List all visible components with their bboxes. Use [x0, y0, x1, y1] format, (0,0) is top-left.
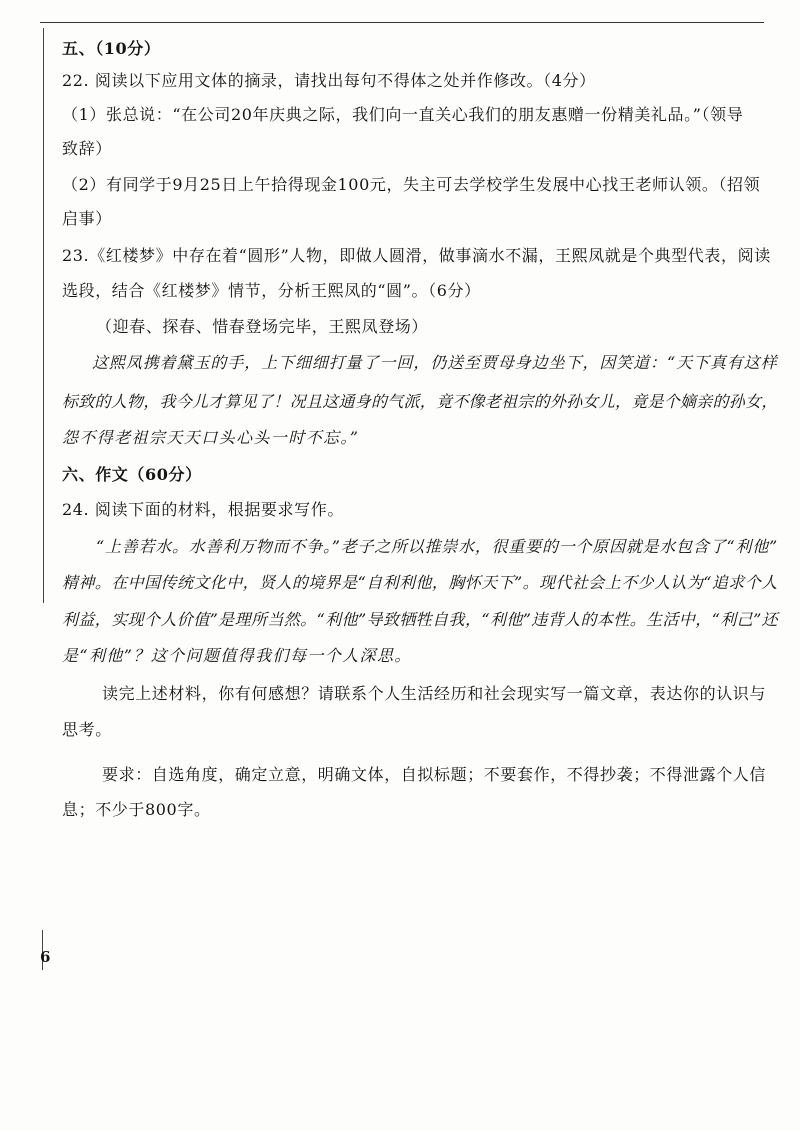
- q22-item1-line2: 致辞）: [62, 139, 112, 158]
- q22-item2-line1: （2）有同学于9月25日上午拾得现金100元，失主可去学校学生发展中心找王老师认领。（招领: [62, 175, 761, 194]
- q23-prompt-line2: 选段，结合《红楼梦》情节，分析王熙凤的“圆”。（6分）: [62, 281, 481, 300]
- q24-prompt: 24. 阅读下面的材料，根据要求写作。: [62, 500, 344, 519]
- q24-requirements-line1: 要求：自选角度，确定立意，明确文体，自拟标题；不要套作，不得抄袭；不得泄露个人信: [102, 765, 767, 784]
- page-number: 6: [40, 948, 51, 966]
- q22-item2-line2: 启事）: [62, 209, 112, 228]
- section5-heading: 五、（10分）: [62, 39, 161, 58]
- q23-excerpt-line1: 这熙凤携着黛玉的手，上下细细打量了一回，仍送至贾母身边坐下，因笑道：“天下真有这样: [92, 353, 778, 372]
- q22-item1-line1: （1）张总说：“在公司20年庆典之际，我们向一直关心我们的朋友惠赠一份精美礼品。”（领导: [62, 105, 744, 124]
- q22-prompt: 22. 阅读以下应用文体的摘录，请找出每句不得体之处并作修改。（4分）: [62, 71, 596, 90]
- q23-excerpt-line3: 怨不得老祖宗天天口头心头一时不忘。”: [62, 428, 360, 447]
- q24-material-line2: 精神。在中国传统文化中，贤人的境界是“自利利他，胸怀天下”。现代社会上不少人认为“追求个人: [62, 573, 778, 592]
- q24-material-line3: 利益，实现个人价值”是理所当然。“利他”导致牺牲自我，“利他”违背人的本性。生活中，“利己”还: [62, 610, 779, 629]
- q23-excerpt-line2: 标致的人物，我今儿才算见了！况且这通身的气派，竟不像老祖宗的外孙女儿，竟是个嫡亲的孙女，: [62, 392, 778, 411]
- section6-heading: 六、作文（60分）: [62, 465, 202, 484]
- q23-prompt-line1: 23.《红楼梦》中存在着“圆形”人物，即做人圆滑，做事滴水不漏，王熙凤就是个典型代表，阅读: [62, 246, 771, 265]
- q23-context: （迎春、探春、惜春登场完毕，王熙凤登场）: [96, 317, 429, 336]
- top-border-line: [40, 22, 764, 23]
- q24-task-line2: 思考。: [62, 720, 112, 739]
- left-margin-line: [43, 28, 44, 603]
- q24-material-line4: 是“利他”？这个问题值得我们每一个人深思。: [62, 646, 412, 665]
- q24-requirements-line2: 息；不少于800字。: [62, 800, 211, 819]
- q24-task-line1: 读完上述材料，你有何感想？请联系个人生活经历和社会现实写一篇文章，表达你的认识与: [102, 684, 767, 703]
- q24-material-line1: “上善若水。水善利万物而不争。”老子之所以推崇水，很重要的一个原因就是水包含了“利他”: [96, 537, 778, 556]
